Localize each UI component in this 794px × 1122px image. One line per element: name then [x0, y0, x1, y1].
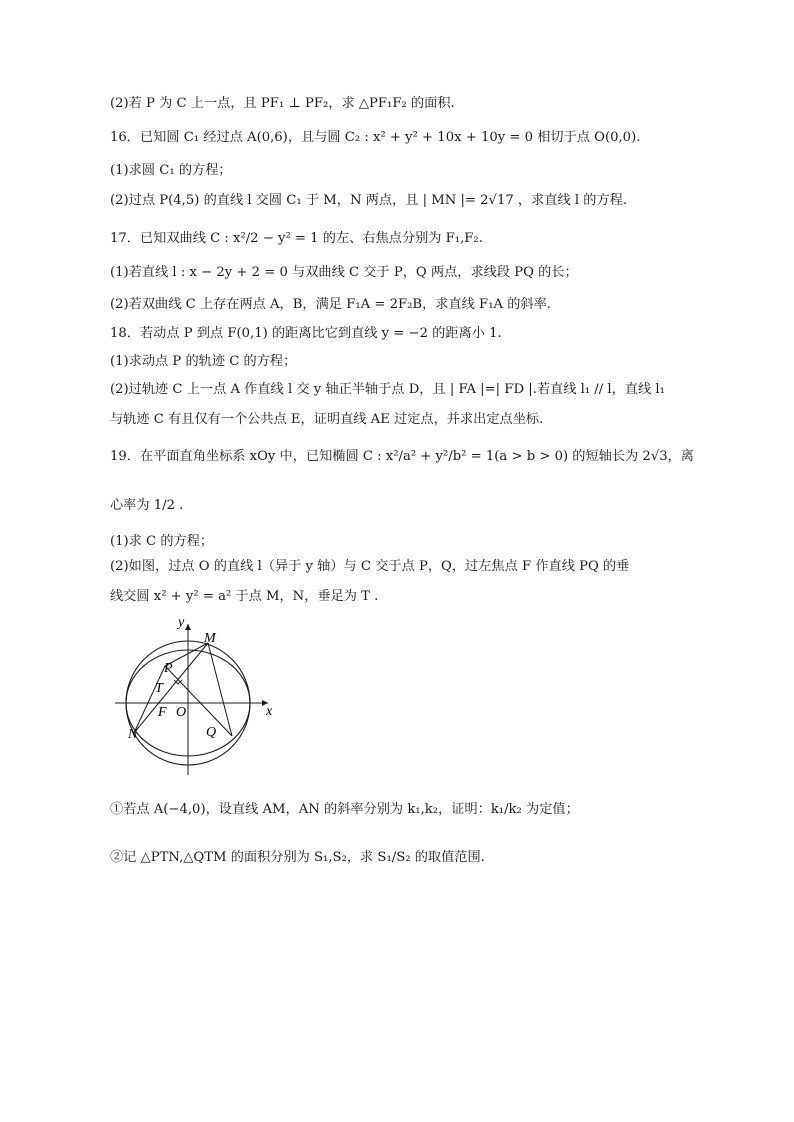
label-f: F [158, 705, 167, 720]
label-m: M [204, 631, 216, 646]
label-t: T [155, 681, 163, 696]
line-mn [134, 643, 208, 733]
q16-part2: (2)过点 P(4,5) 的直线 l 交圆 C₁ 于 M，N 两点，且 | MN |= 2√17 ，求直线 l 的方程. [110, 193, 628, 208]
label-n: N [128, 727, 138, 742]
q17-statement: 17．已知双曲线 C : x²/2 − y² = 1 的左、右焦点分别为 F₁,F₂. [110, 231, 483, 246]
label-o: O [176, 705, 187, 720]
label-p: P [164, 661, 173, 676]
q18-part1: (1)求动点 P 的轨迹 C 的方程； [110, 354, 297, 369]
q18-statement: 18．若动点 P 到点 F(0,1) 的距离比它到直线 y = −2 的距离小 1. [110, 326, 502, 341]
q19-part2-i: ①若点 A(−4,0)，设直线 AM，AN 的斜率分别为 k₁,k₂，证明：k₁/k₂ 为定值； [110, 802, 579, 817]
q18-part2-line2: 与轨迹 C 有且仅有一个公共点 E，证明直线 AE 过定点，并求出定点坐标. [110, 412, 544, 427]
label-x: x [266, 704, 273, 719]
q16-part1: (1)求圆 C₁ 的方程； [110, 163, 232, 178]
q17-part2: (2)若双曲线 C 上存在两点 A，B，满足 F₁A = 2F₂B，求直线 F₁A 的斜率. [110, 297, 551, 312]
q15-part2: (2)若 P 为 C 上一点，且 PF₁ ⊥ PF₂，求 △PF₁F₂ 的面积. [110, 96, 455, 111]
q16-statement: 16．已知圆 C₁ 经过点 A(0,6)，且与圆 C₂ : x² + y² + 10x + 10y = 0 相切于点 O(0,0). [110, 130, 641, 145]
ellipse-circle-figure [110, 608, 290, 783]
label-y: y [178, 615, 185, 630]
q19-statement-line1: 19．在平面直角坐标系 xOy 中，已知椭圆 C : x²/a² + y²/b² = 1(a > b > 0) 的短轴长为 2√3，离 [110, 449, 694, 464]
q19-part2-ii: ②记 △PTN,△QTM 的面积分别为 S₁,S₂，求 S₁/S₂ 的取值范围. [110, 850, 485, 865]
q19-part2-line1: (2)如图，过点 O 的直线 l（异于 y 轴）与 C 交于点 P，Q，过左焦点 F 作直线 PQ 的垂 [110, 559, 630, 574]
q19-statement-line2: 心率为 1/2 . [110, 498, 184, 513]
q19-part1: (1)求 C 的方程； [110, 534, 214, 549]
label-q: Q [206, 725, 217, 740]
segment-p-n [134, 666, 165, 733]
q17-part1: (1)若直线 l : x − 2y + 2 = 0 与双曲线 C 交于 P，Q 两点，求线段 PQ 的长； [110, 265, 578, 280]
line-pq [165, 666, 232, 736]
q18-part2-line1: (2)过轨迹 C 上一点 A 作直线 l 交 y 轴正半轴于点 D，且 | FA |=| FD |.若直线 l₁ // l，直线 l₁ [110, 382, 665, 397]
q19-part2-line2: 线交圆 x² + y² = a² 于点 M，N，垂足为 T . [110, 589, 379, 604]
